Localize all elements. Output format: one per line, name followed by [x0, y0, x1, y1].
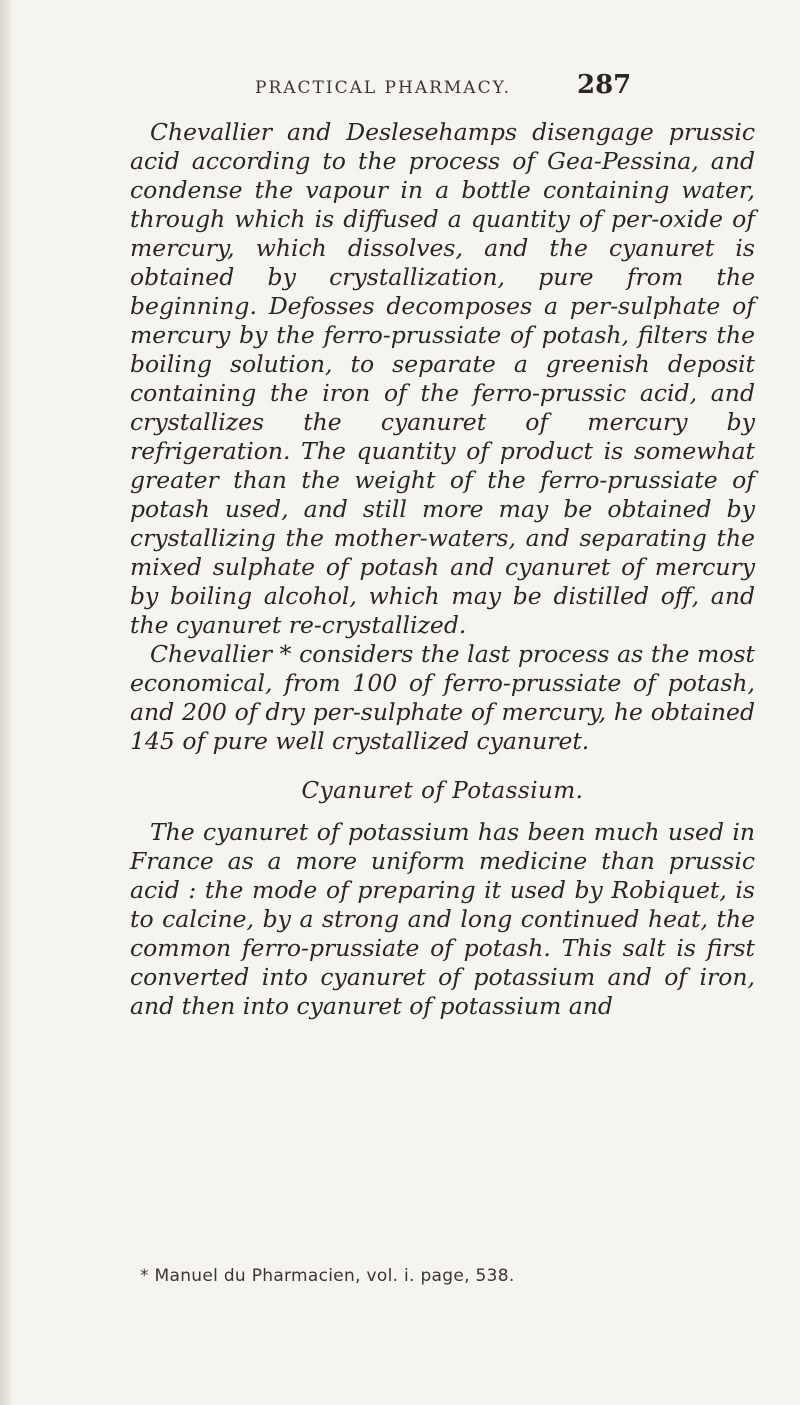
- paragraph-mercury-cyanuret: Chevallier and Deslesehamps disengage prussic acid according to the process of Gea-Pessina, and condense the vapour in a bottle containing water, through which is diffused a quantity of per-oxide of mercury, which dissolves, and the cyanuret is obtained by crystallization, pure from the beginning. Defosses decomposes a per-sulphate of mercury by the ferro-prussiate of potash, filters the boiling solution, to separate a greenish deposit containing the iron of the ferro-prussic acid, and crystallizes the cyanuret of mercury by refrigeration. The quantity of product is somewhat greater than the weight of the ferro-prussiate of potash used, and still more may be obtained by crystallizing the mother-waters, and separating the mixed sulphate of potash and cyanuret of mercury by boiling alcohol, which may be distilled off, and the cyanuret re-crystallized.: [130, 118, 755, 639]
- paragraph-chevallier: Chevallier * considers the last process as the most economical, from 100 of ferro-prussiate of potash, and 200 of dry per-sulphate of mercury, he obtained 145 of pure well crystallized cyanuret.: [130, 640, 755, 755]
- main-text: [130, 118, 755, 1021]
- page-header: [255, 64, 800, 104]
- running-head: PRACTICAL PHARMACY.: [255, 78, 512, 98]
- footnote: * Manuel du Pharmacien, vol. i. page, 538.: [140, 1266, 515, 1286]
- page-number: 287: [577, 70, 632, 100]
- page-gutter-shadow: [0, 0, 14, 1405]
- section-heading: Cyanuret of Potassium.: [301, 778, 584, 804]
- paragraph-potassium: The cyanuret of potassium has been much used in France as a more uniform medicine than prussic acid : the mode of preparing it used by Robiquet, is to calcine, by a strong and long continued heat, the common ferro-prussiate of potash. This salt is first converted into cyanuret of potassium and of iron, and then into cyanuret of potassium and: [130, 818, 755, 1020]
